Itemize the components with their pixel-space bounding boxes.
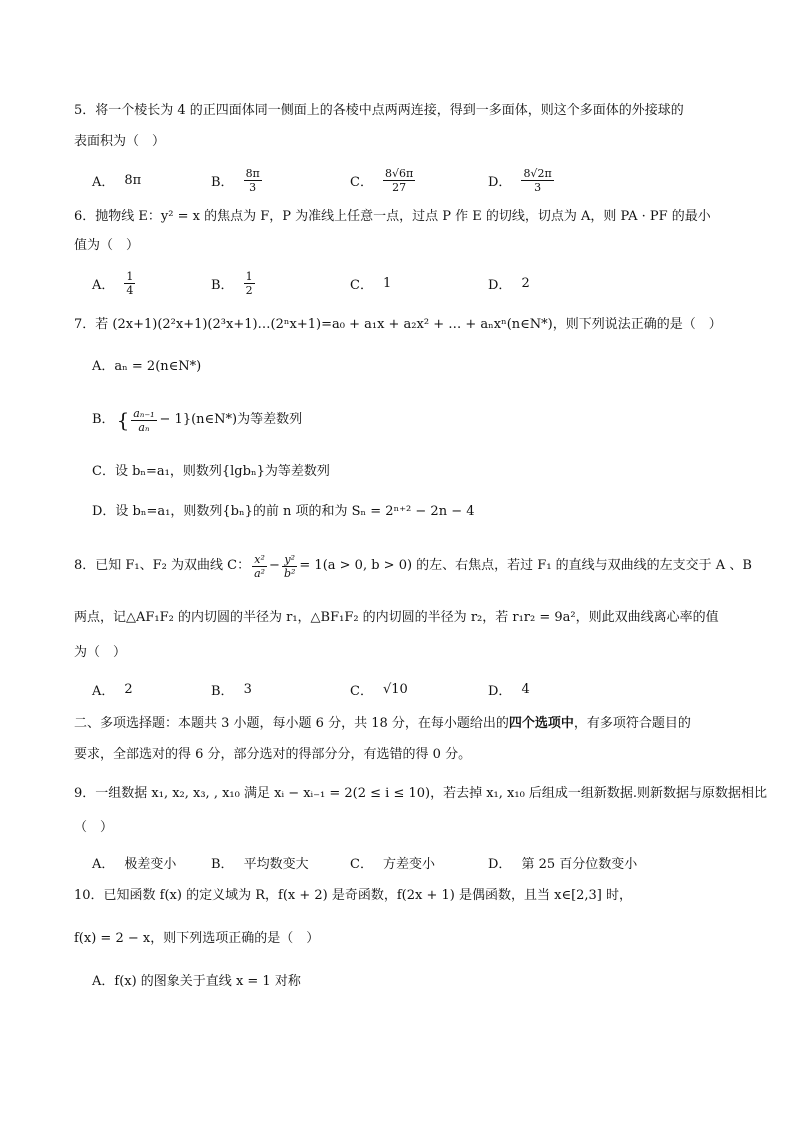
option-key: A． [92,174,115,190]
q6-option-d[interactable] [488,263,530,303]
option-text: 第 25 百分位数变小 [521,856,638,872]
brace-open: { [116,408,130,432]
option-key: D． [488,683,512,699]
fraction-numerator: 8√2π [523,166,552,180]
fraction-numerator: 8√6π [384,166,414,180]
q8-option-a[interactable] [92,669,133,709]
option-fraction [383,167,415,194]
q7-option-b[interactable] [92,400,722,440]
option-fraction [244,167,262,194]
q8-stem-post: = 1(a > 0, b > 0) 的左、右焦点，若过 F₁ 的直线与双曲线的左支交于 A 、B [299,558,752,573]
q9-stem-line1: 9．一组数据 x₁, x₂, x₃, , x₁₀ 满足 xᵢ − xᵢ₋₁ = 2(2 ≤ i ≤ 10)，若去掉 x₁, x₁₀ 后组成一组新数据.则新数据与原数据相比 [74,786,768,801]
q9-option-b[interactable] [211,842,309,882]
q9-option-a[interactable] [92,842,176,882]
fraction-numerator: aₙ₋₁ [133,406,155,420]
option-rest: − 1}(n∈N*)为等差数列 [159,412,303,427]
hyperbola-frac-y [282,553,297,580]
option-text: 2 [124,681,133,697]
option-fraction [131,407,156,434]
option-key: D． [488,277,512,293]
q8-option-b[interactable] [211,669,252,709]
section2-bold-text: 四个选项中 [508,716,574,731]
q8-stem-pre: 8．已知 F₁、F₂ 为双曲线 C： [74,558,251,573]
option-text: 2 [521,275,530,291]
minus-sign: − [269,558,280,573]
option-key: B． [211,174,234,190]
q9-options [92,842,712,882]
option-key: A． [92,277,115,293]
option-text: 4 [521,681,530,697]
option-key: C． [350,277,373,293]
fraction-denominator: aₙ [138,420,150,434]
q10-stem-line2: f(x) = 2 − x，则下列选项正确的是（ ） [74,931,320,946]
q7-option-c[interactable]: C．设 bₙ=a₁，则数列{lgbₙ}为等差数列 [92,464,330,479]
q6-option-b[interactable] [211,263,255,303]
option-key: B． [211,856,234,872]
option-key: A． [92,856,115,872]
q7-option-a[interactable]: A．aₙ = 2(n∈N*) [92,359,202,374]
q6-option-c[interactable] [350,263,391,303]
fraction-denominator: 3 [249,180,257,194]
q6-options [92,263,712,303]
option-fraction [521,167,553,194]
section2-header-line1 [74,713,722,735]
q5-option-d[interactable] [488,160,554,200]
q8-stem-line1 [74,548,752,584]
fraction-denominator: 27 [392,180,407,194]
q5-option-a[interactable] [92,160,141,200]
fraction-denominator: 3 [534,180,542,194]
q5-stem-line1: 5．将一个棱长为 4 的正四面体同一侧面上的各棱中点两两连接，得到一多面体，则这个多面体的外接球的 [74,103,684,118]
section2-header-line2: 要求，全部选对的得 6 分，部分选对的得部分分，有选错的得 0 分。 [74,747,472,762]
q6-stem-line2: 值为（ ） [74,238,140,253]
option-key: A． [92,683,115,699]
option-fraction [244,270,255,297]
q7-option-d[interactable]: D．设 bₙ=a₁，则数列{bₙ}的前 n 项的和为 Sₙ = 2ⁿ⁺² − 2n − 4 [92,504,475,519]
fraction-numerator: 8π [245,166,260,180]
option-text: √10 [382,681,408,697]
option-text: 3 [243,681,252,697]
q10-option-a[interactable]: A．f(x) 的图象关于直线 x = 1 对称 [92,974,301,989]
option-key: C． [350,856,373,872]
fraction-denominator: 2 [245,283,253,297]
q8-options [92,669,712,709]
fraction-denominator: a² [254,566,266,580]
q9-stem-line2: （ ） [74,820,114,835]
option-key: B． [211,277,234,293]
q9-option-d[interactable] [488,842,637,882]
section2-text: 二、多项选择题：本题共 3 小题，每小题 6 分，共 18 分，在每小题给出的 [74,716,509,731]
q8-stem-line2: 两点，记△AF₁F₂ 的内切圆的半径为 r₁，△BF₁F₂ 的内切圆的半径为 r₂，若 r₁r₂ = 9a²，则此双曲线离心率的值 [74,610,719,625]
q10-stem-line1: 10．已知函数 f(x) 的定义域为 R，f(x + 2) 是奇函数，f(2x + 1) 是偶函数，且当 x∈[2,3] 时， [74,888,633,903]
fraction-denominator: b² [283,566,296,580]
q6-option-a[interactable] [92,263,135,303]
option-text: 8π [124,172,142,188]
option-key: D． [488,856,512,872]
q9-option-c[interactable] [350,842,435,882]
section2-text: ，有多项符合题目的 [573,716,691,731]
option-text: 1 [382,275,392,291]
q8-option-d[interactable] [488,669,530,709]
option-text: 方差变小 [382,856,435,872]
q8-stem-line3: 为（ ） [74,645,127,660]
q5-option-c[interactable] [350,160,415,200]
q5-options [92,160,712,200]
q7-stem: 7．若 (2x+1)(2²x+1)(2³x+1)…(2ⁿx+1)=a₀ + a₁x + a₂x² + … + aₙxⁿ(n∈N*)，则下列说法正确的是（ ） [74,317,722,332]
option-key: B． [211,683,234,699]
q5-stem-line2: 表面积为（ ） [74,134,166,149]
option-key: D． [488,174,512,190]
q5-option-b[interactable] [211,160,262,200]
fraction-denominator: 4 [126,283,134,297]
option-text: 平均数变大 [243,856,309,872]
option-key: C． [350,683,373,699]
fraction-numerator: y² [284,552,295,566]
fraction-numerator: 1 [126,269,134,283]
fraction-numerator: 1 [245,269,253,283]
q6-stem-line1: 6．抛物线 E：y² = x 的焦点为 F，P 为准线上任意一点，过点 P 作 E 的切线，切点为 A，则 PA · PF 的最小 [74,209,711,224]
fraction-numerator: x² [254,552,265,566]
hyperbola-frac-x [252,553,267,580]
option-key: B． [92,412,115,427]
option-fraction [124,270,135,297]
option-text: 极差变小 [124,856,177,872]
q8-option-c[interactable] [350,669,408,709]
option-key: C． [350,174,373,190]
